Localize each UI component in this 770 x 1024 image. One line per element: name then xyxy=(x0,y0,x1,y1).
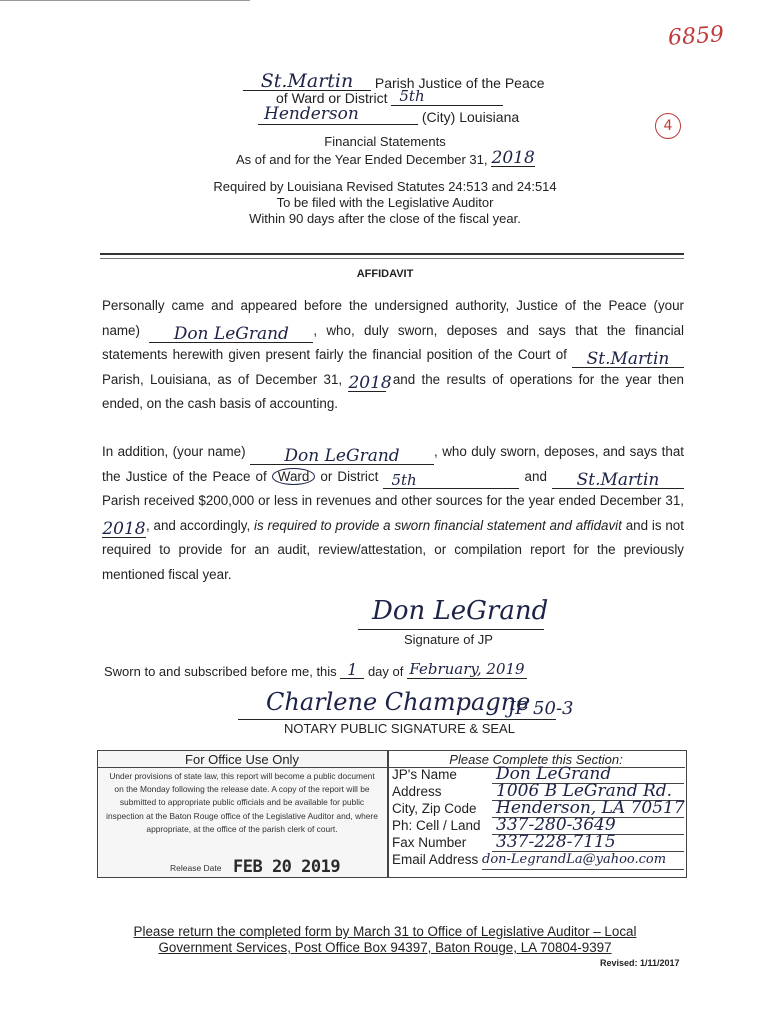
fax-label: Fax Number xyxy=(392,835,467,850)
circled-number-text: 4 xyxy=(663,118,673,134)
notary-signature: Charlene Champagne xyxy=(266,688,531,716)
address-value: 1006 B LeGrand Rd. xyxy=(496,781,673,801)
title-line1: Financial Statements xyxy=(324,134,446,149)
office-use-heading: For Office Use Only xyxy=(185,752,299,767)
req-line2: To be filed with the Legislative Auditor xyxy=(276,195,494,210)
footer-line1: Please return the completed form by March 31 to Office of Legislative Auditor – Local xyxy=(133,924,637,939)
court-value: St.Martin xyxy=(586,348,670,369)
jp-signature-line xyxy=(358,629,544,630)
jp-name-label: JP's Name xyxy=(392,767,457,782)
page-number: 6859 xyxy=(667,22,725,51)
city-label: (City) Louisiana xyxy=(421,109,520,125)
p2-year: 2018 xyxy=(102,519,146,539)
email-label: Email Address xyxy=(392,852,479,867)
city-zip-value: Henderson, LA 70517 xyxy=(496,798,685,818)
parish-value-2: St.Martin xyxy=(576,470,660,490)
footer-line2: Government Services, Post Office Box 94397, Baton Rouge, LA 70804-9397 xyxy=(158,940,612,955)
fax-value: 337-228-7115 xyxy=(496,832,616,852)
jp-name-2: Don LeGrand xyxy=(284,445,400,466)
affidavit-heading: AFFIDAVIT xyxy=(356,268,414,280)
top-edge-line xyxy=(0,0,250,1)
req-line1: Required by Louisiana Revised Statutes 24:513 and 24:514 xyxy=(213,179,557,194)
ward-circled: Ward xyxy=(272,468,316,485)
sworn-day: 1 xyxy=(347,660,358,679)
office-use-text: Under provisions of state law, this report will become a public document on the Monday following the release date. A copy of the report will be submitted to appropriate public officials and be available for public inspection at the Baton Rouge office of the Legislative Auditor and, where appropriate, at the office of the parish clerk of court. xyxy=(106,771,378,834)
phone-label: Ph: Cell / Land xyxy=(392,818,481,833)
notary-id: JP 50-3 xyxy=(508,698,574,719)
release-date-label: Release Date xyxy=(170,863,222,873)
ward-value: 5th xyxy=(399,87,425,105)
p1-year: 2018 xyxy=(348,373,392,393)
sworn-month: February, 2019 xyxy=(409,660,525,678)
notary-line xyxy=(238,719,556,720)
city-value: Henderson xyxy=(264,104,359,124)
parish-value: St.Martin xyxy=(260,70,354,92)
notary-label: NOTARY PUBLIC SIGNATURE & SEAL xyxy=(284,721,515,736)
revised-date: Revised: 1/11/2017 xyxy=(600,958,680,968)
header-city-line xyxy=(258,104,519,125)
jp-name-1: Don LeGrand xyxy=(173,324,289,344)
release-date-stamp: FEB 20 2019 xyxy=(233,857,341,877)
email-line xyxy=(482,869,684,870)
affidavit-paragraph-2: In addition, (your name) Don LeGrand , who duly sworn, deposes, and says that the Justice of the Peace of Ward or District 5th and St.Martin Parish received $200,000 or less in revenues and other sources for the year ended December 31, 2018, and accordingly, is required to provide a sworn financial statement and affidavit and is not required to provide for an audit, review/attestation, or compilation report for the previously mentioned fiscal year. xyxy=(102,444,684,582)
sworn-statement-italic: is required to provide a sworn financial statement and affidavit xyxy=(254,517,622,533)
affidavit-paragraph-1: Personally came and appeared before the undersigned authority, Justice of the Peace (your name) Don LeGrand , who, duly sworn, deposes and says that the financial statements herewith given present fairly the financial position of the Court of St.Martin Parish, Louisiana, as of December 31, 2018 and the results of operations for the year then ended, on the cash basis of accounting. xyxy=(102,298,684,411)
jp-name-value: Don LeGrand xyxy=(496,764,612,784)
email-value: don-LegrandLa@yahoo.com xyxy=(482,852,667,867)
city-zip-label: City, Zip Code xyxy=(392,801,477,816)
district-value: 5th xyxy=(391,471,417,489)
jp-signature-label: Signature of JP xyxy=(404,632,493,647)
title-line2: As of and for the Year Ended December 31, 2018 xyxy=(236,148,535,168)
ward-label: of Ward or District xyxy=(276,90,388,106)
complete-section-heading: Please Complete this Section: xyxy=(449,752,623,767)
req-line3: Within 90 days after the close of the fiscal year. xyxy=(249,211,521,226)
address-label: Address xyxy=(392,784,442,799)
parish-label: Parish Justice of the Peace xyxy=(374,75,545,91)
year-value: 2018 xyxy=(491,148,535,168)
sworn-line: Sworn to and subscribed before me, this 1 day of February, 2019 xyxy=(104,660,527,679)
phone-value: 337-280-3649 xyxy=(496,815,616,835)
separator xyxy=(100,253,684,259)
jp-signature: Don LeGrand xyxy=(372,596,549,626)
office-use-heading-rule xyxy=(97,767,388,768)
